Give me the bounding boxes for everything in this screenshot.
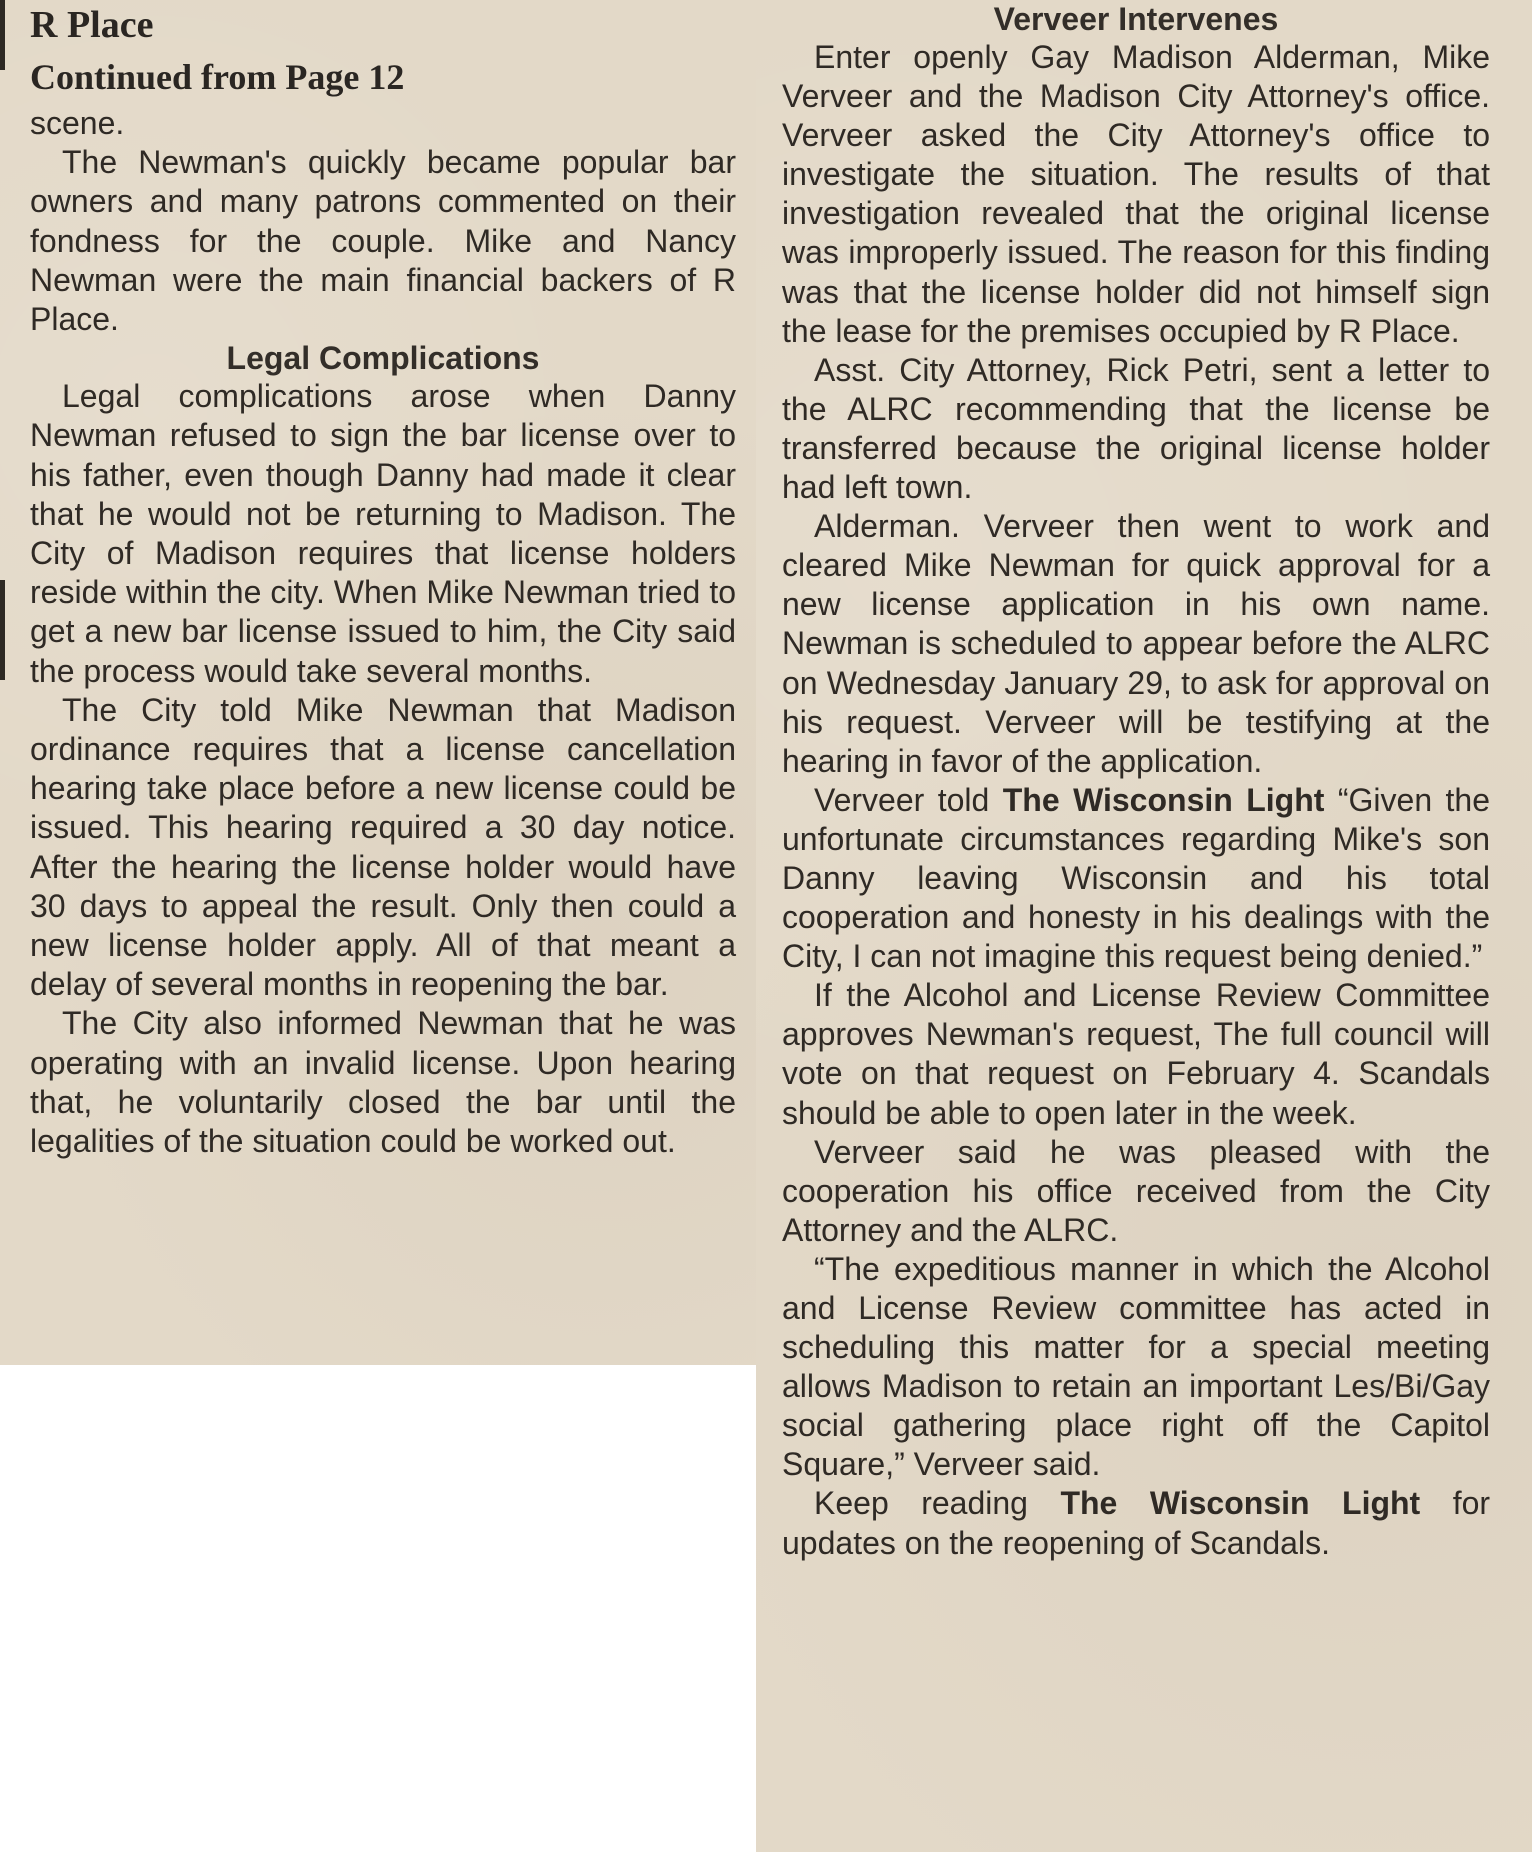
paragraph-popular: The Newman's quickly became popular bar owners and many patrons commented on their fondness for the couple. Mike and Nancy Newman were the main financial backers of R Place.	[30, 144, 736, 338]
paragraph-petri: Asst. City Attorney, Rick Petri, sent a letter to the ALRC recommending that the license be transferred because the original license holder had left town.	[782, 351, 1490, 506]
closing-newspaper-name: The Wisconsin Light	[1060, 1485, 1421, 1522]
paragraph-committee: If the Alcohol and License Review Committee approves Newman's request, The full council will vote on that request on February 4. Scandals should be able to open later in the week.	[782, 977, 1490, 1131]
closing-start: Keep reading	[814, 1485, 1028, 1522]
paragraph-ordinance: The City told Mike Newman that Madison ordinance requires that a license cancellation hearing take place before a new license could be issued. This hearing required a 30 day notice. After the hearing the license holder would have 30 days to appeal the result. Only then could a new license holder apply. All of that meant a delay of several months in reopening the bar.	[30, 691, 736, 1003]
paragraph-cleared: Alderman. Verveer then went to work and cleared Mike Newman for quick approval for a new license application in his own name. Newman is scheduled to appear before the ALRC on Wednesday January 29, to ask for approval on his request. Verveer will be testifying at the hearing in favor of the application.	[782, 508, 1490, 779]
subhead-legal-complications: Legal Complications	[226, 340, 540, 377]
quote-intro: Verveer told	[814, 781, 990, 818]
paragraph-closing	[782, 1484, 1490, 1562]
paragraph-invalid-license: The City also informed Newman that he was operating with an invalid license. Upon hearing that, he voluntarily closed the bar until the legalities of the situation could be worked out.	[30, 1005, 736, 1160]
quote-text: “Given the unfortunate circumstances regarding Mike's son Danny leaving Wisconsin and his total cooperation and honesty in his dealings with the City, I can not imagine this request being denied.”	[782, 781, 1491, 975]
paragraph-legal: Legal complications arose when Danny Newman refused to sign the bar license over to his father, even though Danny had made it clear that he would not be returning to Madison. The City of Madison requires that license holders reside within the city. When Mike Newman tried to get a new bar license issued to him, the City said the process would take several months.	[30, 378, 736, 689]
scan-edge-mark	[0, 580, 5, 680]
newspaper-name: The Wisconsin Light	[1002, 781, 1325, 818]
paragraph-enter: Enter openly Gay Madison Alderman, Mike Verveer and the Madison City Attorney's office. Verveer asked the City Attorney's office to investigate the situation. The results of that investigation revealed that the original license was improperly issued. The reason for this finding was that the license holder did not himself sign the lease for the premises occupied by R Place.	[782, 39, 1490, 349]
closing-end: for updates on the reopening of Scandals.	[782, 1485, 1491, 1561]
opening-fragment: scene.	[30, 105, 125, 141]
paragraph-quote	[782, 781, 1490, 976]
scan-edge-mark	[0, 0, 5, 70]
paragraph-expeditious: “The expeditious manner in which the Alcohol and License Review committee has acted in scheduling this matter for a special meeting allows Madison to retain an important Les/Bi/Gay social gathering place right off the Capitol Square,” Verveer said.	[782, 1250, 1490, 1483]
subhead-verveer-intervenes: Verveer Intervenes	[993, 1, 1279, 37]
continued-line: Continued from Page 12	[30, 57, 405, 97]
left-column	[30, 0, 736, 1161]
right-column	[782, 0, 1490, 1563]
paragraph-pleased: Verveer said he was pleased with the cooperation his office received from the City Attorney and the ALRC.	[782, 1133, 1490, 1248]
article-title: R Place	[30, 4, 154, 46]
